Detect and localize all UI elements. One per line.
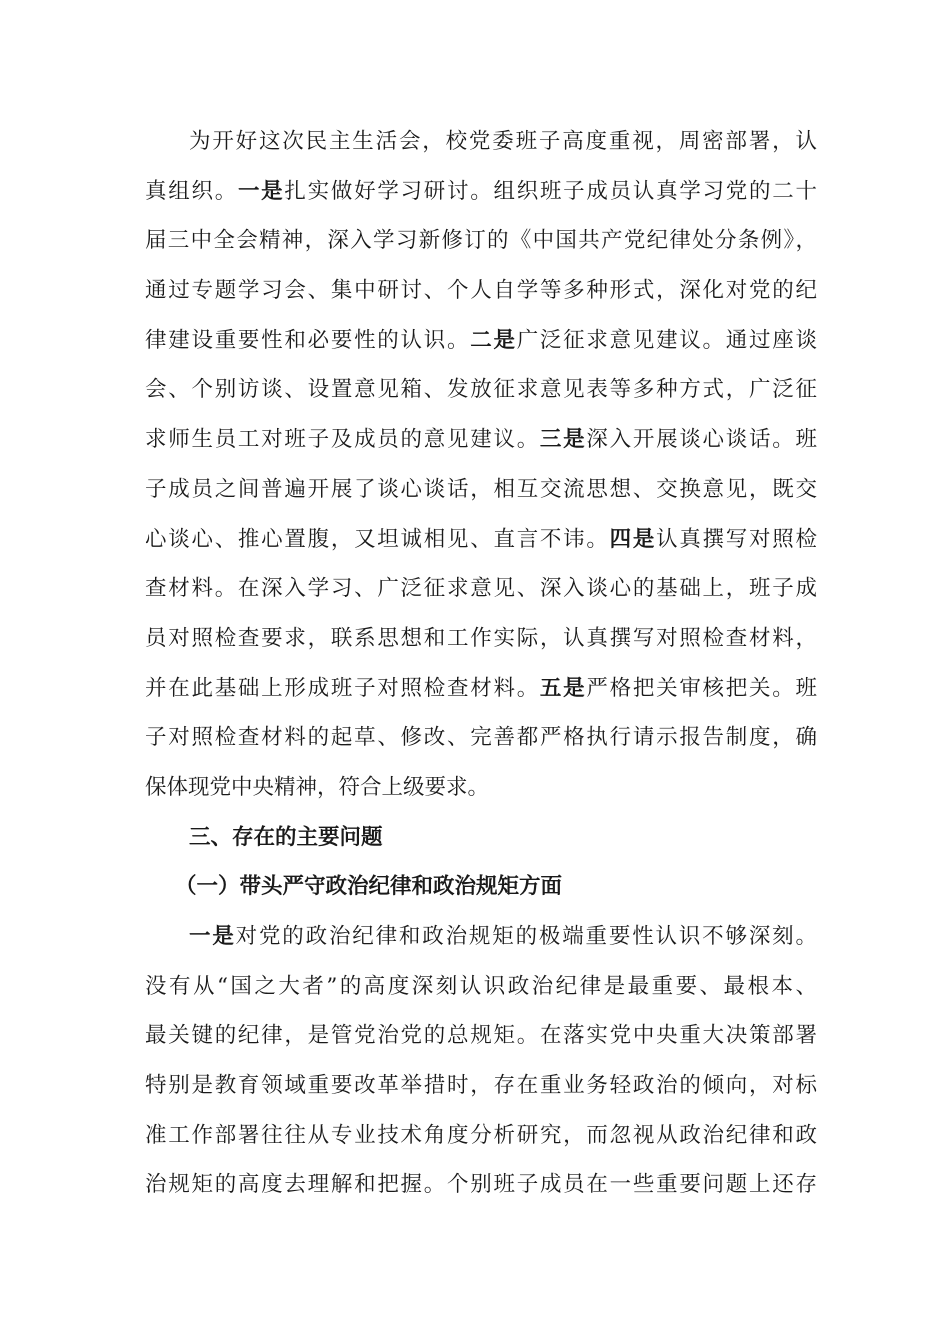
- bold-text: 四是: [609, 526, 657, 552]
- text-segment: 律建设重要性和必要性的认识。: [145, 327, 471, 353]
- text-line: [145, 216, 817, 266]
- bold-text: 一是: [237, 178, 285, 204]
- text-segment: 深入开展谈心谈话。班: [586, 427, 817, 453]
- text-line: [145, 415, 817, 465]
- text-segment: 子成员之间普遍开展了谈心谈话，相互交流思想、交换意见，既交: [145, 476, 817, 502]
- bold-text: （一）带头严守政治纪律和政治规矩方面: [175, 874, 563, 900]
- section-heading: [145, 862, 817, 912]
- text-segment: 求师生员工对班子及成员的意见建议。: [145, 427, 540, 453]
- text-segment: 没有从“国之大者”的高度深刻认识政治纪律是最重要、最根本、: [145, 973, 817, 999]
- text-segment: 最关键的纪律，是管党治党的总规矩。在落实党中央重大决策部署: [145, 1023, 817, 1049]
- text-segment: 特别是教育领域重要改革举措时，存在重业务轻政治的倾向，对标: [145, 1073, 817, 1099]
- text-segment: 扎实做好学习研讨。组织班子成员认真学习党的二十: [284, 178, 817, 204]
- text-line: [145, 167, 817, 217]
- text-segment: 员对照检查要求，联系思想和工作实际，认真撰写对照检查材料，: [145, 625, 817, 651]
- text-line: [145, 962, 817, 1012]
- section-heading: [145, 813, 817, 863]
- bold-text: 二是: [470, 327, 517, 353]
- text-line: [145, 515, 817, 565]
- text-segment: 真组织。: [145, 178, 238, 204]
- text-line: [145, 564, 817, 614]
- text-line: [145, 316, 817, 366]
- text-segment: 子对照检查材料的起草、修改、完善都严格执行请示报告制度，确: [145, 725, 817, 751]
- text-segment: 认真撰写对照检: [656, 526, 817, 552]
- text-line: [145, 1011, 817, 1061]
- text-segment: 届三中全会精神，深入学习新修订的《中国共产党纪律处分条例》，: [145, 228, 817, 254]
- text-segment: 治规矩的高度去理解和把握。个别班子成员在一些重要问题上还存: [145, 1172, 817, 1198]
- text-segment: 通过专题学习会、集中研讨、个人自学等多种形式，深化对党的纪: [145, 278, 817, 304]
- bold-text: 一是: [189, 924, 236, 949]
- text-line: [145, 365, 817, 415]
- text-line: [145, 763, 817, 813]
- text-segment: 心谈心、推心置腹，又坦诚相见、直言不讳。: [145, 526, 610, 552]
- text-line: [145, 713, 817, 763]
- text-line: [145, 1111, 817, 1161]
- text-segment: 为开好这次民主生活会，校党委班子高度重视，周密部署，认: [189, 129, 817, 154]
- bold-text: 五是: [539, 675, 587, 701]
- text-segment: 广泛征求意见建议。通过座谈: [516, 327, 817, 353]
- text-segment: 查材料。在深入学习、广泛征求意见、深入谈心的基础上，班子成: [145, 576, 817, 602]
- text-segment: 保体现党中央精神，符合上级要求。: [145, 774, 490, 800]
- text-line: [145, 465, 817, 515]
- text-segment: 对党的政治纪律和政治规矩的极端重要性认识不够深刻。: [235, 924, 817, 949]
- text-segment: 并在此基础上形成班子对照检查材料。: [145, 675, 540, 701]
- text-line: [145, 664, 817, 714]
- text-line: [145, 117, 817, 167]
- bold-text: 三是: [539, 427, 587, 453]
- text-line: [145, 1160, 817, 1210]
- text-line: [145, 614, 817, 664]
- text-segment: 准工作部署往往从专业技术角度分析研究，而忽视从政治纪律和政: [145, 1122, 817, 1148]
- document-body: [145, 117, 817, 1210]
- text-line: [145, 912, 817, 962]
- text-segment: 会、个别访谈、设置意见箱、发放征求意见表等多种方式，广泛征: [145, 377, 817, 403]
- text-line: [145, 1061, 817, 1111]
- text-line: [145, 266, 817, 316]
- bold-text: 三、存在的主要问题: [189, 824, 383, 850]
- text-segment: 严格把关审核把关。班: [586, 675, 817, 701]
